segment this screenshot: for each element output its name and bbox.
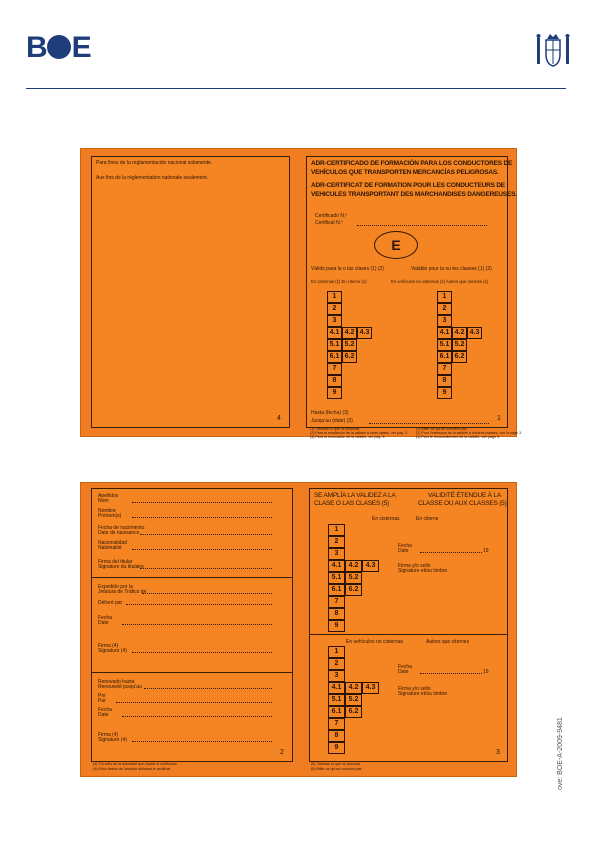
- panel-page-4: [91, 156, 290, 428]
- date2-fr: Date: [98, 712, 109, 718]
- by-line: [116, 702, 272, 703]
- class-box: 3: [328, 670, 345, 682]
- page-number: 2: [280, 749, 284, 756]
- page-number: 4: [277, 415, 281, 422]
- holder-sign-fr: Signature du titulaire: [98, 564, 144, 570]
- boe-logo: B E: [26, 31, 90, 64]
- extend-es-a: SE AMPLÍA LA VALIDEZ A LA: [314, 492, 396, 499]
- by-fr: Par: [98, 698, 106, 704]
- extend-es-b: CLASE O LAS CLASES (5): [314, 500, 390, 507]
- tank-es: En cisternas: [372, 516, 400, 522]
- panel-page-1: [306, 156, 517, 428]
- surname-es: Apellidos: [98, 493, 119, 499]
- class-box: 9: [327, 387, 342, 399]
- class-box: 4.1: [328, 682, 345, 694]
- class-box: 1: [328, 524, 345, 536]
- fn-right-fr: (5) Biffer ce qui ne convient pas.: [311, 767, 363, 771]
- renewed-fr: Renouvelé jusqu'au: [98, 684, 142, 690]
- class-box: 4.3: [467, 327, 482, 339]
- title-fr-a: ADR-CERTIFICAT DE FORMATION POUR LES CONDUCTEURS DE: [311, 182, 505, 189]
- until-es: Hasta (fecha) (3): [311, 410, 349, 416]
- sign2-line: [132, 741, 272, 742]
- class-box: 5.2: [452, 339, 467, 351]
- class-box: 7: [328, 718, 345, 730]
- col1-label: En cisternas (1) En citerne (1): [311, 279, 367, 284]
- class-box: 7: [328, 596, 345, 608]
- class-box: 6.1: [328, 706, 345, 718]
- fn-fr-3: (3) Pour le renouvellement de la validité, voir page 3.: [416, 435, 501, 439]
- date2-line: [122, 716, 272, 717]
- side-reference-text: ove: BOE-A-2009-9481: [557, 717, 564, 790]
- year2: 19: [483, 669, 489, 675]
- class-box: 1: [437, 291, 452, 303]
- sign-fr: Signature et/ou timbre: [398, 568, 448, 574]
- fn-fr-1: (1) Biffer ce qui ne convient pas.: [416, 427, 468, 431]
- class-box: 5.1: [437, 339, 452, 351]
- class-box: 3: [328, 548, 345, 560]
- class-box: 4.2: [342, 327, 357, 339]
- extend-fr-b: CLASSE OU AUX CLASSES (5): [418, 500, 507, 507]
- class-box: 3: [437, 315, 452, 327]
- nationality-fr: Nationalité: [98, 545, 122, 551]
- class-box: 4.2: [345, 560, 362, 572]
- panel-page-2: [91, 488, 293, 762]
- until-line: [369, 423, 489, 424]
- sign-fr: Signature (4): [98, 648, 127, 654]
- class-box: 3: [327, 315, 342, 327]
- class-box: 5.2: [342, 339, 357, 351]
- class-box: 2: [327, 303, 342, 315]
- fn-fr-2: (2) Pour l'extension de la validité à d'autres classes, voir la page 3.: [416, 431, 523, 435]
- class-box: 8: [328, 608, 345, 620]
- header-rule: [26, 88, 566, 89]
- surname-fr: Nom: [98, 498, 109, 504]
- class-box: 2: [437, 303, 452, 315]
- issued-fr-line: [126, 604, 272, 605]
- holder-sign-line: [140, 568, 272, 569]
- side-reference: [557, 700, 567, 790]
- class-box: 7: [437, 363, 452, 375]
- dob-es: Fecha de nacimiento: [98, 525, 145, 531]
- title-es-b: VEHÍCULOS QUE TRANSPORTEN MERCANCÍAS PELIGROSAS.: [311, 169, 499, 176]
- year: 19: [483, 548, 489, 554]
- cert-number-line: [357, 225, 487, 226]
- nationality-line: [132, 549, 272, 550]
- class-box: 4.3: [357, 327, 372, 339]
- by-es: Por: [98, 693, 106, 699]
- title-es-a: ADR-CERTIFICADO DE FORMACIÓN PARA LOS CONDUCTORES DE: [311, 160, 513, 167]
- class-box: 2: [328, 658, 345, 670]
- sign2-es: Firma y/o sello: [398, 686, 431, 692]
- issued-fr: Délivré par: [98, 600, 123, 606]
- date-fr: Date: [398, 548, 409, 554]
- class-box: 7: [327, 363, 342, 375]
- coat-of-arms-icon: [534, 30, 572, 70]
- cert-number-fr: Certificat N.º: [315, 220, 343, 226]
- class-box: 8: [437, 375, 452, 387]
- class-box: 9: [437, 387, 452, 399]
- class-box: 4.3: [362, 682, 379, 694]
- class-box: 5.2: [345, 572, 362, 584]
- page-number: 1: [497, 415, 501, 422]
- logo-crest-dot: [47, 35, 71, 59]
- sign-es: Firma (4): [98, 643, 119, 649]
- class-box: 6.1: [437, 351, 452, 363]
- nationality-es: Nacionalidad: [98, 540, 127, 546]
- country-oval: E: [374, 231, 418, 259]
- name-fr: Prénom(s): [98, 513, 122, 519]
- divider: [310, 634, 507, 635]
- class-box: 8: [327, 375, 342, 387]
- surname-line: [132, 502, 272, 503]
- class-box: 5.2: [345, 694, 362, 706]
- fn-right-es: (5) Táchese lo que no proceda.: [311, 762, 361, 766]
- panel-page-3: [309, 488, 508, 762]
- valid-fr: Valable pour la ou les classes (1) (2): [411, 266, 492, 272]
- national-fr: Aux fins de la réglementation nationale seulement.: [96, 175, 209, 181]
- col2-label: En vehículos no cisternas (1) Autres que citernes (1): [391, 279, 489, 284]
- date-es: Fecha: [398, 543, 412, 549]
- class-box: 1: [328, 646, 345, 658]
- date-es: Fecha: [98, 615, 112, 621]
- divider: [92, 577, 292, 578]
- nontank-fr: Autres que citernes: [426, 639, 470, 645]
- fn-es-1: (1) Táchese lo que no proceda.: [310, 427, 360, 431]
- divider: [92, 672, 292, 673]
- date2-es: Fecha: [98, 707, 112, 713]
- fn-left-es: (4) Y/o sello de la autoridad que expide el certificado.: [93, 762, 178, 766]
- page-number: 3: [496, 749, 500, 756]
- name-es: Nombre: [98, 508, 116, 514]
- date-line: [420, 552, 482, 553]
- sign2-fr: Signature et/ou timbre: [398, 691, 448, 697]
- class-box: 9: [328, 742, 345, 754]
- class-box: 6.2: [345, 706, 362, 718]
- title-fr-b: VEHICULES TRANSPORTANT DES MARCHANDISES DANGEREUSES.: [311, 191, 517, 198]
- date2-line: [420, 673, 482, 674]
- class-box: 6.1: [327, 351, 342, 363]
- issued-es-b: Jefatura de Tráfico de: [98, 589, 147, 595]
- date2-fr: Date: [398, 669, 409, 675]
- certificate-front: [80, 148, 523, 439]
- issued-line: [142, 593, 272, 594]
- sign2-es: Firma (4): [98, 732, 119, 738]
- class-box: 5.1: [327, 339, 342, 351]
- fn-es-2: (2) Para la ampliación de la validez a otras clases, ver pág. 3.: [310, 431, 409, 435]
- national-es: Para fines de la reglamentación nacional solamente.: [96, 160, 213, 166]
- class-box: 2: [328, 536, 345, 548]
- issued-es-a: Expedido por la: [98, 584, 133, 590]
- certificate-back: [80, 482, 517, 777]
- class-box: 6.2: [452, 351, 467, 363]
- sign-es: Firma y/o sello: [398, 563, 431, 569]
- dob-line: [140, 534, 272, 535]
- date-line: [122, 624, 272, 625]
- class-box: 4.1: [328, 560, 345, 572]
- sign-line: [132, 652, 272, 653]
- class-box: 9: [328, 620, 345, 632]
- dob-fr: Date de naissance: [98, 530, 140, 536]
- class-box: 8: [328, 730, 345, 742]
- renewed-line: [144, 688, 272, 689]
- cert-number-es: Certificado N.º: [315, 213, 348, 219]
- nontank-es: En vehículos no cisternas: [346, 639, 403, 645]
- class-box: 6.1: [328, 584, 345, 596]
- valid-es: Válido para la o las clases (1) (2): [311, 266, 385, 272]
- until-fr: Jusqu'au (date) (3): [311, 418, 353, 424]
- class-box: 5.1: [328, 572, 345, 584]
- name-line: [132, 517, 272, 518]
- fn-es-3: (3) Para la renovación de la validez, ver pág. 3.: [310, 435, 386, 439]
- tank-fr: En citerne: [416, 516, 439, 522]
- renewed-es: Renovado hasta: [98, 679, 135, 685]
- class-box: 6.2: [345, 584, 362, 596]
- class-box: 4.1: [437, 327, 452, 339]
- date-fr: Date: [98, 620, 109, 626]
- class-box: 4.2: [345, 682, 362, 694]
- class-box: 4.3: [362, 560, 379, 572]
- class-box: 6.2: [342, 351, 357, 363]
- class-box: 1: [327, 291, 342, 303]
- date2-es: Fecha: [398, 664, 412, 670]
- extend-fr-a: VALIDITÉ ÉTENDUE À LA: [428, 492, 501, 499]
- fn-left-fr: (4) Et/ou timbre de l'autorité délivrant le certificat.: [93, 767, 171, 771]
- class-box: 4.1: [327, 327, 342, 339]
- class-box: 5.1: [328, 694, 345, 706]
- sign2-fr: Signature (4): [98, 737, 127, 743]
- holder-sign-es: Firma del titular: [98, 559, 133, 565]
- class-box: 4.2: [452, 327, 467, 339]
